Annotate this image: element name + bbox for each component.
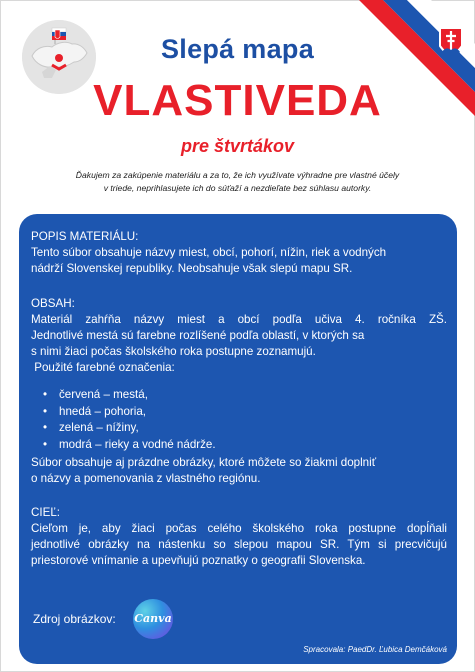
title-line-1: Slepá mapa	[160, 34, 315, 64]
color-legend-list	[43, 387, 216, 453]
usage-notice	[40, 169, 435, 195]
legend-item-red: • červená – mestá,	[43, 387, 216, 404]
ciel-line-2: jednotlivé obrázky na nástenku so slepou mapou SR. Tým si precvičujú	[31, 538, 447, 551]
obsah-after-line-2: o názvy a pomenovania z vlastného regiónu.	[31, 472, 261, 485]
popis-line-2: nádrží Slovenskej republiky. Neobsahuje však slepú mapu SR.	[31, 262, 353, 275]
image-source-label: Zdroj obrázkov:	[33, 612, 116, 626]
legend-heading: Použité farebné označenia:	[31, 361, 175, 374]
notice-line-1: Ďakujem za zakúpenie materiálu a za to, že ich využívate výhradne pre vlastné účely	[75, 170, 400, 180]
info-panel	[19, 214, 457, 664]
popis-line-1: Tento súbor obsahuje názvy miest, obcí, pohorí, nížin, riek a vodných	[31, 246, 387, 259]
obsah-line-1: Materiál zahŕňa názvy miest a obcí podľa učiva 4. ročníka ZŠ.	[31, 313, 447, 326]
obsah-heading: OBSAH:	[31, 297, 75, 310]
title-line-2: VLASTIVEDA	[93, 76, 382, 125]
canva-logo: Canva	[133, 599, 173, 639]
obsah-line-3: s nimi žiaci počas školského roka postupne zoznamujú.	[31, 345, 316, 358]
section-obsah	[31, 296, 447, 376]
legend-item-brown: • hnedá – pohoria,	[43, 404, 216, 421]
author-credit: Spracovala: PaedDr. Ľubica Demčáková	[303, 645, 447, 654]
obsah-after	[31, 455, 447, 487]
ciel-line-1: Cieľom je, aby žiaci počas celého školského roka postupne dopĺňali	[31, 522, 447, 535]
section-ciel	[31, 505, 447, 569]
title-line-3: pre štvrtákov	[180, 136, 295, 156]
notice-line-2: v triede, neprihlasujete ich do súťaží a nezdieľate bez súhlasu autorky.	[103, 183, 372, 193]
section-popis	[31, 229, 447, 277]
obsah-after-line-1: Súbor obsahuje aj prázdne obrázky, ktoré môžete so žiakmi doplniť	[31, 456, 377, 469]
legend-item-blue: • modrá – rieky a vodné nádrže.	[43, 437, 216, 454]
popis-heading: POPIS MATERIÁLU:	[31, 230, 139, 243]
ciel-line-3: priestorové vnímanie a upevňujú poznatky o geografii Slovenska.	[31, 554, 366, 567]
legend-item-green: • zelená – nížiny,	[43, 420, 216, 437]
ciel-heading: CIEĽ:	[31, 506, 60, 519]
obsah-line-2: Jednotlivé mestá sú farebne rozlíšené podľa oblastí, v ktorých sa	[31, 329, 365, 342]
